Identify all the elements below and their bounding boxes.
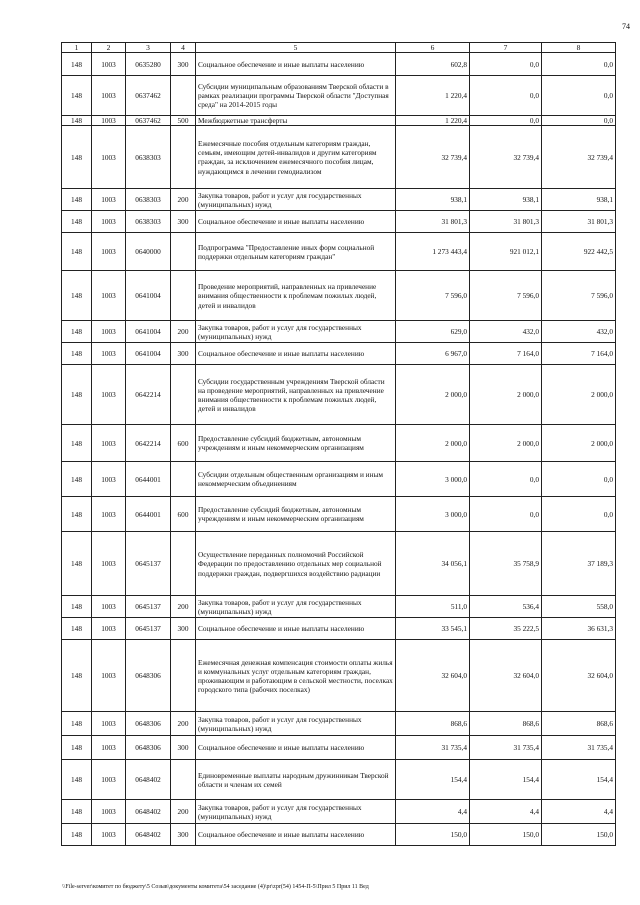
column-number: 8 — [542, 43, 616, 53]
description-cell: Закупка товаров, работ и услуг для государственных (муниципальных) нужд — [196, 596, 396, 618]
amount-col8-cell: 432,0 — [542, 321, 616, 343]
table-row — [62, 189, 616, 211]
amount-col7-cell: 0,0 — [470, 53, 542, 76]
expense-type-cell — [171, 640, 196, 712]
description-cell: Социальное обеспечение и иные выплаты населению — [196, 824, 396, 846]
section-code-cell: 148 — [62, 596, 92, 618]
expense-type-cell — [171, 462, 196, 497]
subsection-code-cell: 1003 — [92, 532, 126, 596]
expense-type-cell — [171, 126, 196, 189]
expense-type-cell: 300 — [171, 343, 196, 365]
table-row — [62, 532, 616, 596]
amount-col8-cell: 154,4 — [542, 760, 616, 800]
amount-col8-cell: 2 000,0 — [542, 365, 616, 425]
section-code-cell: 148 — [62, 343, 92, 365]
amount-col7-cell: 31 735,4 — [470, 736, 542, 760]
expense-type-cell: 200 — [171, 712, 196, 736]
amount-col7-cell: 921 012,1 — [470, 233, 542, 271]
description-cell: Закупка товаров, работ и услуг для государственных (муниципальных) нужд — [196, 189, 396, 211]
expense-type-cell: 200 — [171, 800, 196, 824]
amount-col7-cell: 4,4 — [470, 800, 542, 824]
table-row — [62, 596, 616, 618]
subsection-code-cell: 1003 — [92, 824, 126, 846]
amount-col7-cell: 154,4 — [470, 760, 542, 800]
description-cell: Социальное обеспечение и иные выплаты населению — [196, 343, 396, 365]
table-row — [62, 712, 616, 736]
target-article-cell: 0640000 — [126, 233, 171, 271]
subsection-code-cell: 1003 — [92, 365, 126, 425]
expense-type-cell — [171, 532, 196, 596]
amount-col8-cell: 868,6 — [542, 712, 616, 736]
amount-col7-cell: 868,6 — [470, 712, 542, 736]
amount-col6-cell: 150,0 — [396, 824, 470, 846]
target-article-cell: 0644001 — [126, 497, 171, 532]
amount-col8-cell: 150,0 — [542, 824, 616, 846]
expense-type-cell: 600 — [171, 425, 196, 462]
expense-type-cell: 200 — [171, 189, 196, 211]
amount-col8-cell: 0,0 — [542, 53, 616, 76]
section-code-cell: 148 — [62, 497, 92, 532]
amount-col6-cell: 7 596,0 — [396, 271, 470, 321]
description-cell: Подпрограмма "Предоставление иных форм социальной поддержки отдельным категориям граждан" — [196, 233, 396, 271]
amount-col8-cell: 36 631,3 — [542, 618, 616, 640]
subsection-code-cell: 1003 — [92, 53, 126, 76]
target-article-cell: 0637462 — [126, 76, 171, 116]
subsection-code-cell: 1003 — [92, 800, 126, 824]
table-row — [62, 618, 616, 640]
amount-col8-cell: 938,1 — [542, 189, 616, 211]
table-row — [62, 233, 616, 271]
amount-col6-cell: 629,0 — [396, 321, 470, 343]
column-number: 6 — [396, 43, 470, 53]
amount-col8-cell: 7 596,0 — [542, 271, 616, 321]
amount-col7-cell: 0,0 — [470, 497, 542, 532]
amount-col6-cell: 868,6 — [396, 712, 470, 736]
section-code-cell: 148 — [62, 425, 92, 462]
amount-col7-cell: 536,4 — [470, 596, 542, 618]
expense-type-cell — [171, 760, 196, 800]
amount-col7-cell: 7 596,0 — [470, 271, 542, 321]
target-article-cell: 0648402 — [126, 824, 171, 846]
subsection-code-cell: 1003 — [92, 462, 126, 497]
amount-col6-cell: 602,8 — [396, 53, 470, 76]
section-code-cell: 148 — [62, 126, 92, 189]
target-article-cell: 0645137 — [126, 596, 171, 618]
section-code-cell: 148 — [62, 76, 92, 116]
expense-type-cell: 300 — [171, 211, 196, 233]
description-cell: Социальное обеспечение и иные выплаты населению — [196, 53, 396, 76]
description-cell: Предоставление субсидий бюджетным, автономным учреждениям и иным некоммерческим организациям — [196, 425, 396, 462]
amount-col8-cell: 0,0 — [542, 76, 616, 116]
target-article-cell: 0641004 — [126, 343, 171, 365]
amount-col6-cell: 31 735,4 — [396, 736, 470, 760]
budget-table — [61, 42, 616, 846]
amount-col6-cell: 511,0 — [396, 596, 470, 618]
subsection-code-cell: 1003 — [92, 271, 126, 321]
amount-col6-cell: 33 545,1 — [396, 618, 470, 640]
target-article-cell: 0641004 — [126, 321, 171, 343]
amount-col7-cell: 32 604,0 — [470, 640, 542, 712]
subsection-code-cell: 1003 — [92, 596, 126, 618]
amount-col6-cell: 6 967,0 — [396, 343, 470, 365]
page-number: 74 — [622, 22, 630, 31]
column-number: 4 — [171, 43, 196, 53]
amount-col7-cell: 35 758,9 — [470, 532, 542, 596]
amount-col7-cell: 0,0 — [470, 462, 542, 497]
section-code-cell: 148 — [62, 53, 92, 76]
section-code-cell: 148 — [62, 532, 92, 596]
amount-col8-cell: 32 604,0 — [542, 640, 616, 712]
amount-col8-cell: 0,0 — [542, 116, 616, 126]
amount-col6-cell: 1 273 443,4 — [396, 233, 470, 271]
table-row — [62, 736, 616, 760]
expense-type-cell: 500 — [171, 116, 196, 126]
section-code-cell: 148 — [62, 211, 92, 233]
subsection-code-cell: 1003 — [92, 343, 126, 365]
amount-col8-cell: 37 189,3 — [542, 532, 616, 596]
table-row — [62, 271, 616, 321]
subsection-code-cell: 1003 — [92, 497, 126, 532]
expense-type-cell — [171, 233, 196, 271]
expense-type-cell: 200 — [171, 321, 196, 343]
subsection-code-cell: 1003 — [92, 116, 126, 126]
amount-col7-cell: 35 222,5 — [470, 618, 542, 640]
amount-col6-cell: 34 056,1 — [396, 532, 470, 596]
subsection-code-cell: 1003 — [92, 211, 126, 233]
section-code-cell: 148 — [62, 233, 92, 271]
column-number-row — [62, 43, 616, 53]
amount-col7-cell: 0,0 — [470, 76, 542, 116]
table-row — [62, 321, 616, 343]
section-code-cell: 148 — [62, 462, 92, 497]
expense-type-cell: 300 — [171, 618, 196, 640]
target-article-cell: 0641004 — [126, 271, 171, 321]
subsection-code-cell: 1003 — [92, 736, 126, 760]
subsection-code-cell: 1003 — [92, 618, 126, 640]
target-article-cell: 0645137 — [126, 618, 171, 640]
amount-col6-cell: 3 000,0 — [396, 462, 470, 497]
expense-type-cell: 200 — [171, 596, 196, 618]
subsection-code-cell: 1003 — [92, 321, 126, 343]
target-article-cell: 0644001 — [126, 462, 171, 497]
section-code-cell: 148 — [62, 800, 92, 824]
amount-col8-cell: 0,0 — [542, 497, 616, 532]
amount-col8-cell: 31 801,3 — [542, 211, 616, 233]
section-code-cell: 148 — [62, 760, 92, 800]
amount-col8-cell: 558,0 — [542, 596, 616, 618]
expense-type-cell: 600 — [171, 497, 196, 532]
target-article-cell: 0635280 — [126, 53, 171, 76]
section-code-cell: 148 — [62, 618, 92, 640]
subsection-code-cell: 1003 — [92, 76, 126, 116]
amount-col8-cell: 4,4 — [542, 800, 616, 824]
column-number: 2 — [92, 43, 126, 53]
target-article-cell: 0648306 — [126, 736, 171, 760]
expense-type-cell — [171, 271, 196, 321]
expense-type-cell — [171, 365, 196, 425]
description-cell: Закупка товаров, работ и услуг для государственных (муниципальных) нужд — [196, 712, 396, 736]
table-row — [62, 76, 616, 116]
expense-type-cell — [171, 76, 196, 116]
table-row — [62, 425, 616, 462]
description-cell: Единовременные выплаты народным дружинникам Тверской области и членам их семей — [196, 760, 396, 800]
target-article-cell: 0642214 — [126, 365, 171, 425]
subsection-code-cell: 1003 — [92, 126, 126, 189]
subsection-code-cell: 1003 — [92, 712, 126, 736]
description-cell: Социальное обеспечение и иные выплаты населению — [196, 211, 396, 233]
section-code-cell: 148 — [62, 365, 92, 425]
column-number: 1 — [62, 43, 92, 53]
file-path-footer: \\File-server\комитет по бюджету\5 Созыв\документы комитета\54 заседание (4)\pr\zpr(54) 1454-П-5\Прил 5 Прил 11 Вед — [62, 884, 369, 890]
target-article-cell: 0638303 — [126, 189, 171, 211]
amount-col8-cell: 922 442,5 — [542, 233, 616, 271]
table-row — [62, 211, 616, 233]
amount-col6-cell: 1 220,4 — [396, 76, 470, 116]
expense-type-cell: 300 — [171, 53, 196, 76]
amount-col8-cell: 7 164,0 — [542, 343, 616, 365]
section-code-cell: 148 — [62, 116, 92, 126]
amount-col8-cell: 31 735,4 — [542, 736, 616, 760]
expense-type-cell: 300 — [171, 736, 196, 760]
amount-col7-cell: 2 000,0 — [470, 425, 542, 462]
table-row — [62, 126, 616, 189]
target-article-cell: 0638303 — [126, 126, 171, 189]
description-cell: Ежемесячные пособия отдельным категориям граждан, семьям, имеющим детей-инвалидов и другим категориям граждан, за исключением ежемесячного пособия лицам, нуждающимся в лечении гемодиализом — [196, 126, 396, 189]
subsection-code-cell: 1003 — [92, 189, 126, 211]
amount-col6-cell: 4,4 — [396, 800, 470, 824]
description-cell: Социальное обеспечение и иные выплаты населению — [196, 736, 396, 760]
table-row — [62, 497, 616, 532]
expense-type-cell: 300 — [171, 824, 196, 846]
section-code-cell: 148 — [62, 321, 92, 343]
amount-col6-cell: 154,4 — [396, 760, 470, 800]
section-code-cell: 148 — [62, 271, 92, 321]
table-row — [62, 116, 616, 126]
amount-col6-cell: 2 000,0 — [396, 425, 470, 462]
table-row — [62, 462, 616, 497]
description-cell: Предоставление субсидий бюджетным, автономным учреждениям и иным некоммерческим организациям — [196, 497, 396, 532]
column-number: 7 — [470, 43, 542, 53]
subsection-code-cell: 1003 — [92, 233, 126, 271]
target-article-cell: 0637462 — [126, 116, 171, 126]
amount-col8-cell: 32 739,4 — [542, 126, 616, 189]
target-article-cell: 0648402 — [126, 760, 171, 800]
target-article-cell: 0642214 — [126, 425, 171, 462]
amount-col6-cell: 32 604,0 — [396, 640, 470, 712]
table-row — [62, 365, 616, 425]
amount-col8-cell: 0,0 — [542, 462, 616, 497]
target-article-cell: 0638303 — [126, 211, 171, 233]
description-cell: Субсидии государственным учреждениям Тверской области на проведение мероприятий, направленных на привлечение внимания общественности к проблемам пожилых людей, детей и инвалидов — [196, 365, 396, 425]
table-row — [62, 800, 616, 824]
description-cell: Социальное обеспечение и иные выплаты населению — [196, 618, 396, 640]
description-cell: Закупка товаров, работ и услуг для государственных (муниципальных) нужд — [196, 321, 396, 343]
description-cell: Субсидии муниципальным образованиям Тверской области в рамках реализации программы Тверской области "Доступная среда" на 2014-2015 годы — [196, 76, 396, 116]
subsection-code-cell: 1003 — [92, 640, 126, 712]
target-article-cell: 0648306 — [126, 640, 171, 712]
section-code-cell: 148 — [62, 712, 92, 736]
section-code-cell: 148 — [62, 736, 92, 760]
amount-col7-cell: 32 739,4 — [470, 126, 542, 189]
amount-col7-cell: 31 801,3 — [470, 211, 542, 233]
table-row — [62, 53, 616, 76]
amount-col7-cell: 150,0 — [470, 824, 542, 846]
description-cell: Проведение мероприятий, направленных на привлечение внимания общественности к проблемам пожилых людей, детей и инвалидов — [196, 271, 396, 321]
amount-col7-cell: 432,0 — [470, 321, 542, 343]
target-article-cell: 0648402 — [126, 800, 171, 824]
table-row — [62, 824, 616, 846]
description-cell: Осуществление переданных полномочий Российской Федерации по предоставлению отдельных мер социальной поддержки граждан, подвергшихся воздействию радиации — [196, 532, 396, 596]
amount-col6-cell: 31 801,3 — [396, 211, 470, 233]
table-row — [62, 343, 616, 365]
description-cell: Закупка товаров, работ и услуг для государственных (муниципальных) нужд — [196, 800, 396, 824]
section-code-cell: 148 — [62, 640, 92, 712]
amount-col6-cell: 3 000,0 — [396, 497, 470, 532]
section-code-cell: 148 — [62, 189, 92, 211]
amount-col6-cell: 32 739,4 — [396, 126, 470, 189]
column-number: 5 — [196, 43, 396, 53]
amount-col8-cell: 2 000,0 — [542, 425, 616, 462]
description-cell: Субсидии отдельным общественным организациям и иным некоммерческим объединениям — [196, 462, 396, 497]
section-code-cell: 148 — [62, 824, 92, 846]
amount-col7-cell: 7 164,0 — [470, 343, 542, 365]
amount-col7-cell: 938,1 — [470, 189, 542, 211]
column-number: 3 — [126, 43, 171, 53]
subsection-code-cell: 1003 — [92, 425, 126, 462]
amount-col7-cell: 2 000,0 — [470, 365, 542, 425]
table-row — [62, 760, 616, 800]
amount-col6-cell: 2 000,0 — [396, 365, 470, 425]
amount-col6-cell: 1 220,4 — [396, 116, 470, 126]
table-row — [62, 640, 616, 712]
amount-col6-cell: 938,1 — [396, 189, 470, 211]
target-article-cell: 0648306 — [126, 712, 171, 736]
description-cell: Ежемесячная денежная компенсация стоимости оплаты жилья и коммунальных услуг отдельным категориям граждан, проживающим и работающим в сельской местности, поселках городского типа (рабочих поселках) — [196, 640, 396, 712]
description-cell: Межбюджетные трансферты — [196, 116, 396, 126]
subsection-code-cell: 1003 — [92, 760, 126, 800]
amount-col7-cell: 0,0 — [470, 116, 542, 126]
target-article-cell: 0645137 — [126, 532, 171, 596]
